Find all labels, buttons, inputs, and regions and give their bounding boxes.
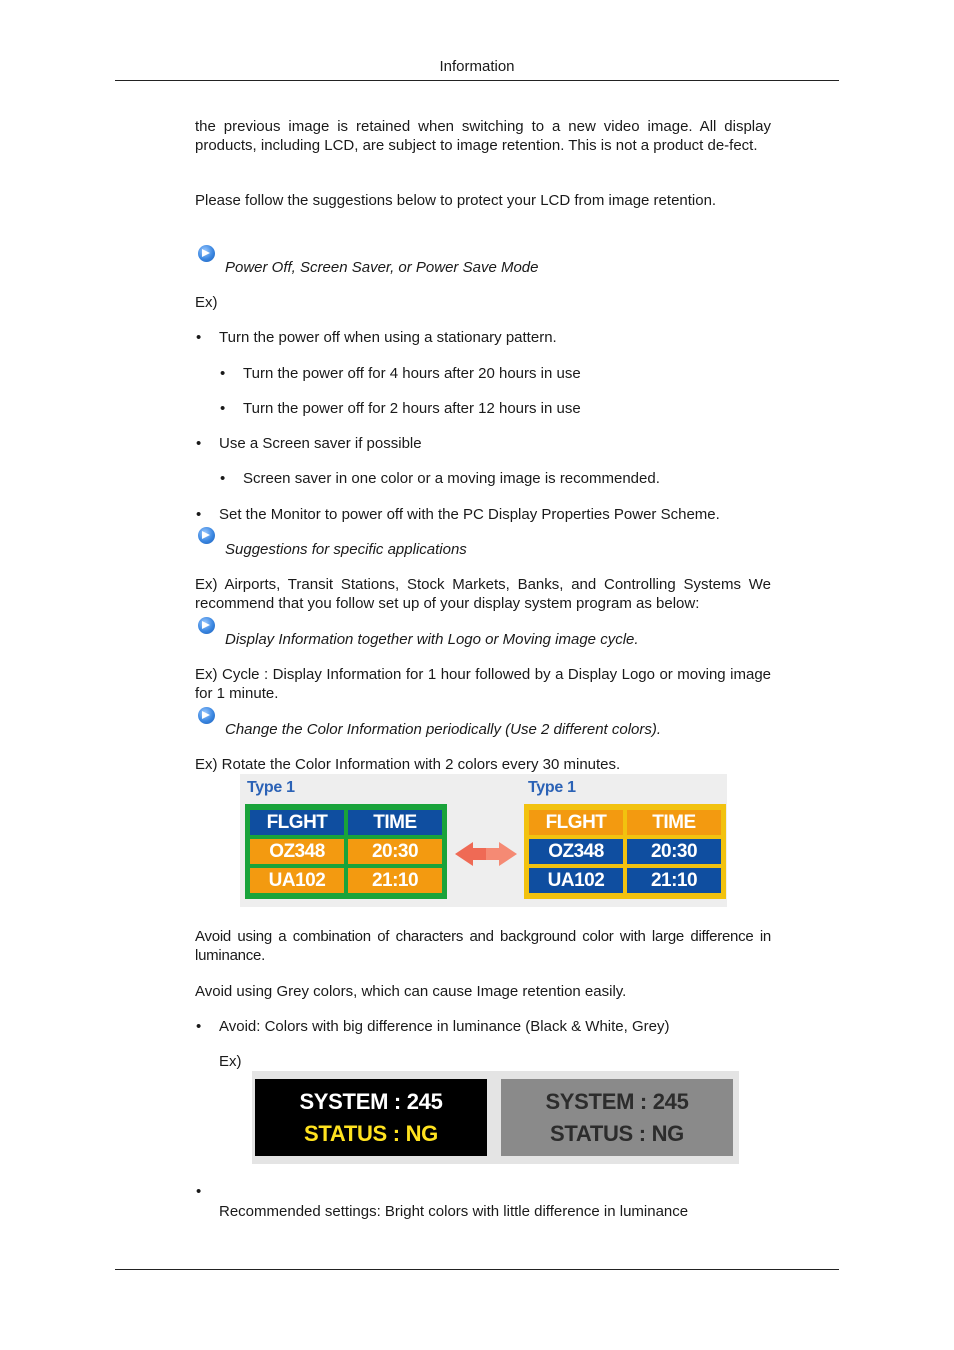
bullet-marker: •	[220, 365, 226, 382]
bullet-marker: •	[220, 400, 226, 417]
status-text: STATUS : NG	[304, 1121, 438, 1146]
bullet-marker: •	[196, 506, 202, 523]
list-item: Screen saver in one color or a moving image is recommended.	[243, 470, 660, 487]
arrow-circle-icon	[198, 617, 215, 634]
example-label: Ex)	[219, 1053, 242, 1070]
type-label-left: Type 1	[247, 779, 295, 796]
flight-header-cell: FLGHT	[250, 810, 344, 835]
dark-status-panel	[255, 1079, 487, 1156]
flight-cell: OZ348	[529, 839, 623, 864]
list-item: Avoid: Colors with big difference in luminance (Black & White, Grey)	[219, 1018, 670, 1035]
arrow-circle-icon	[198, 245, 215, 262]
luminance-paragraph: Avoid using a combination of characters and background color with large difference in luminance.	[195, 928, 771, 964]
time-cell: 21:10	[348, 868, 442, 893]
footer-rule	[115, 1269, 839, 1270]
intro-paragraph: the previous image is retained when switching to a new video image. All display products, including LCD, are subject to image retention. This is not a product de-fect.	[195, 118, 771, 154]
heading-label: Suggestions for specific applications	[225, 541, 467, 558]
bullet-marker: •	[196, 1018, 202, 1035]
header-rule	[115, 80, 839, 81]
bullet-marker: •	[196, 1183, 202, 1200]
list-item: Set the Monitor to power off with the PC Display Properties Power Scheme.	[219, 506, 720, 523]
rotate-paragraph: Ex) Rotate the Color Information with 2 colors every 30 minutes.	[195, 756, 621, 773]
example-label: Ex)	[195, 294, 218, 311]
list-item: Turn the power off for 4 hours after 20 hours in use	[243, 365, 581, 382]
time-header-cell: TIME	[627, 810, 721, 835]
time-header-cell: TIME	[348, 810, 442, 835]
intro-instruction: Please follow the suggestions below to protect your LCD from image retention.	[195, 192, 717, 209]
recommended-settings: Recommended settings: Bright colors with little difference in luminance	[219, 1203, 689, 1220]
arrow-circle-icon	[198, 707, 215, 724]
bullet-marker: •	[220, 470, 226, 487]
applications-paragraph: Ex) Airports, Transit Stations, Stock Markets, Banks, and Controlling Systems We recommend that you follow set up of your display system program as below:	[195, 576, 771, 612]
list-item: Turn the power off when using a stationary pattern.	[219, 329, 557, 346]
flight-cell: UA102	[250, 868, 344, 893]
color-rotation-figure	[240, 774, 727, 907]
time-cell: 20:30	[627, 839, 721, 864]
grey-paragraph: Avoid using Grey colors, which can cause Image retention easily.	[195, 983, 627, 1000]
time-cell: 20:30	[348, 839, 442, 864]
flight-header-cell: FLGHT	[529, 810, 623, 835]
heading-label: Change the Color Information periodically (Use 2 different colors).	[225, 721, 662, 738]
cycle-paragraph: Ex) Cycle : Display Information for 1 hour followed by a Display Logo or moving image for 1 minute.	[195, 666, 771, 702]
luminance-example-figure	[252, 1071, 739, 1164]
flight-cell: OZ348	[250, 839, 344, 864]
bullet-marker: •	[196, 435, 202, 452]
heading-label: Power Off, Screen Saver, or Power Save Mode	[225, 259, 539, 276]
arrow-circle-icon	[198, 527, 215, 544]
status-text: STATUS : NG	[550, 1121, 684, 1146]
type-label-right: Type 1	[528, 779, 576, 796]
system-text: SYSTEM : 245	[299, 1089, 443, 1114]
system-text: SYSTEM : 245	[545, 1089, 689, 1114]
list-item: Use a Screen saver if possible	[219, 435, 422, 452]
green-panel	[245, 804, 447, 899]
yellow-panel	[524, 804, 726, 899]
list-item: Turn the power off for 2 hours after 12 hours in use	[243, 400, 581, 417]
heading-label: Display Information together with Logo or Moving image cycle.	[225, 631, 639, 648]
time-cell: 21:10	[627, 868, 721, 893]
double-arrow-icon	[453, 840, 519, 868]
grey-status-panel	[501, 1079, 733, 1156]
page-header: Information	[439, 58, 515, 75]
flight-cell: UA102	[529, 868, 623, 893]
bullet-marker: •	[196, 329, 202, 346]
